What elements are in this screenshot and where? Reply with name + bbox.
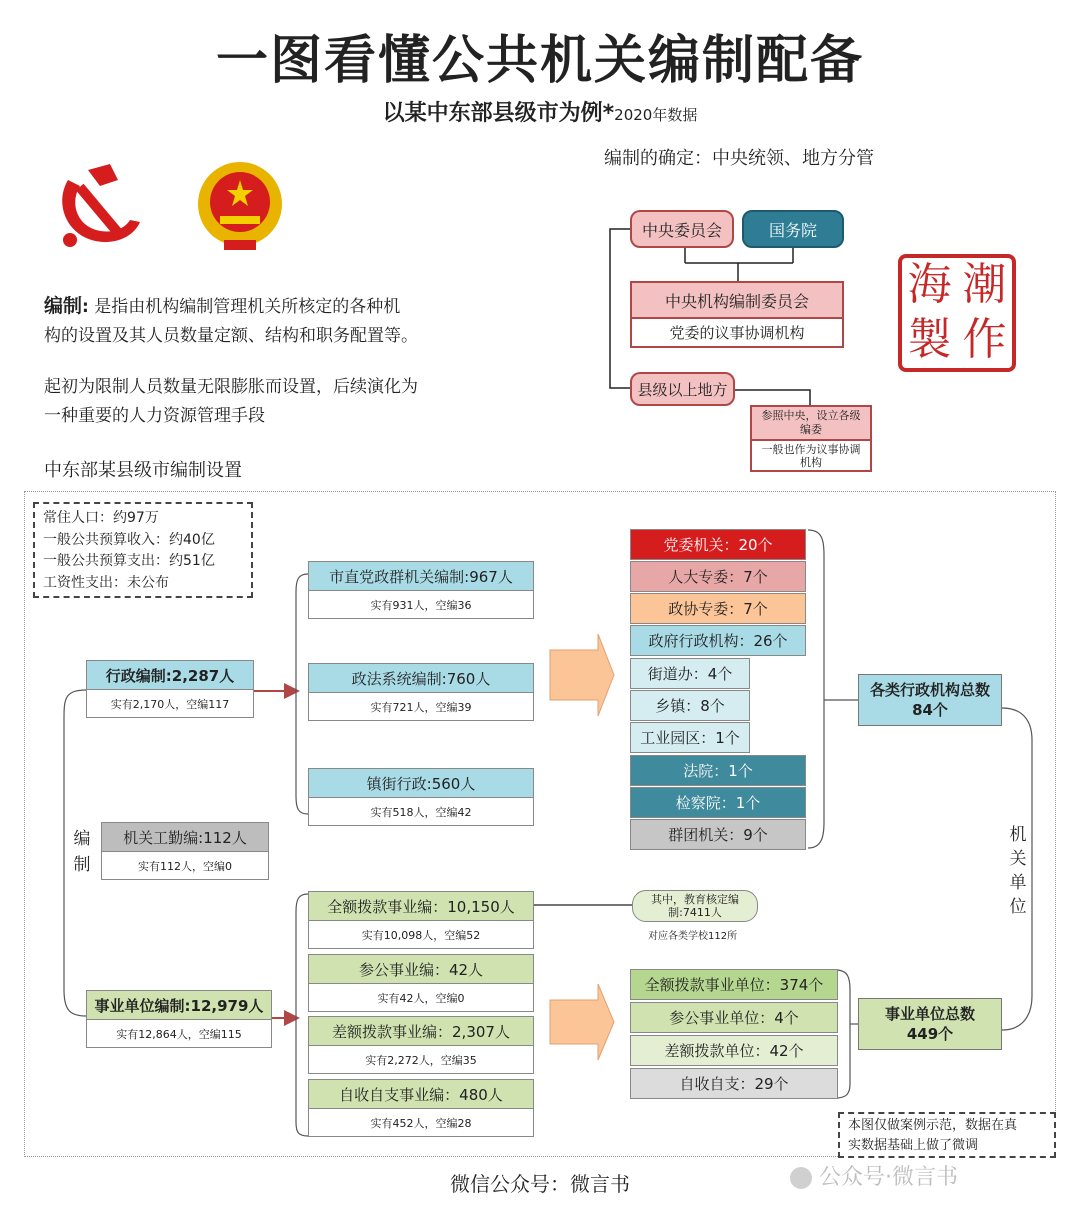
institution-org-item: 全额拨款事业单位：374个 (630, 969, 838, 1000)
education-note (632, 890, 758, 922)
institution-sub-item (308, 954, 534, 1012)
institution-quota-group (86, 990, 272, 1048)
disclaimer-box (838, 1112, 1056, 1158)
watermark-icon (790, 1167, 812, 1189)
institution-quota-detail: 实有12,864人，空编115 (86, 1020, 272, 1048)
institution-sub-item (308, 1079, 534, 1137)
definition-term: 编制 (44, 295, 83, 317)
seal-char: 海 (907, 259, 952, 310)
page-title: 一图看懂公共机关编制配备 (215, 31, 864, 91)
definition-text-2: 构的设置及其人员数量定额、结构和职务配置等。 (44, 326, 418, 346)
admin-sub-label: 政法系统编制:760人 (308, 663, 534, 693)
admin-org-item: 群团机关：9个 (630, 819, 806, 850)
definition-text-1: 是指由机构编制管理机关所核定的各种机 (94, 297, 401, 317)
worker-quota-group (101, 822, 269, 880)
subtitle-year: 2020年数据 (614, 106, 698, 124)
institution-sub-detail: 实有2,272人，空编35 (308, 1046, 534, 1074)
page-subtitle (0, 96, 1080, 127)
party-emblem-icon (48, 160, 148, 250)
institution-sub-item (308, 1016, 534, 1074)
institution-total-title: 事业单位总数 (884, 1005, 975, 1023)
admin-sub-label: 镇街行政:560人 (308, 768, 534, 798)
admin-sub-item (308, 768, 534, 826)
institution-org-item: 自收自支：29个 (630, 1068, 838, 1099)
worker-quota-label: 机关工勤编:112人 (101, 822, 269, 852)
definition-para2-2: 一种重要的人力资源管理手段 (44, 406, 265, 426)
seal-char: 潮 (962, 259, 1007, 310)
admin-quota-detail: 实有2,170人，空编117 (86, 690, 254, 718)
definition-para2-1: 起初为限制人员数量无限膨胀而设置，后续演化为 (44, 377, 418, 397)
subtitle-text: 以某中东部县级市为例* (382, 101, 615, 126)
definition-colon: : (82, 297, 89, 317)
institution-sub-label: 参公事业编：42人 (308, 954, 534, 984)
institution-sub-label: 差额拨款事业编：2,307人 (308, 1016, 534, 1046)
institution-quota-label: 事业单位编制:12,979人 (86, 990, 272, 1020)
admin-org-item: 乡镇：8个 (630, 690, 750, 721)
seal-stamp (898, 254, 1016, 372)
admin-sub-label: 市直党政群机关编制:967人 (308, 561, 534, 591)
vertical-label-units (1008, 823, 1028, 919)
vertical-char: 制 (73, 855, 91, 875)
admin-total-box (858, 674, 1002, 726)
admin-sub-item (308, 561, 534, 619)
vertical-char: 机 (1009, 825, 1027, 845)
stat-population: 常住人口：约97万 (43, 510, 159, 526)
institution-total-box (858, 998, 1002, 1050)
admin-org-item: 检察院：1个 (630, 787, 806, 818)
stats-box (33, 502, 253, 598)
definition-block (44, 292, 484, 431)
state-council-box: 国务院 (742, 210, 844, 248)
vertical-char: 编 (73, 829, 91, 849)
hierarchy-heading: 编制的确定：中央统领、地方分管 (604, 148, 874, 169)
institution-org-item: 参公事业单位：4个 (630, 1002, 838, 1033)
institution-org-item: 差额拨款单位：42个 (630, 1035, 838, 1066)
admin-total-title: 各类行政机构总数 (869, 681, 990, 699)
local-note-box-1: 参照中央，设立各级编委 (750, 405, 872, 441)
vertical-char: 关 (1009, 849, 1027, 869)
worker-quota-detail: 实有112人，空编0 (101, 852, 269, 880)
watermark (790, 1160, 958, 1191)
admin-org-item: 党委机关：20个 (630, 529, 806, 560)
seal-char: 製 (907, 314, 952, 365)
admin-sub-detail: 实有721人，空编39 (308, 693, 534, 721)
admin-sub-detail: 实有931人，空编36 (308, 591, 534, 619)
stat-expenditure: 一般公共预算支出：约51亿 (43, 553, 215, 569)
institution-sub-label: 自收自支事业编：480人 (308, 1079, 534, 1109)
admin-org-item: 人大专委：7个 (630, 561, 806, 592)
admin-sub-detail: 实有518人，空编42 (308, 798, 534, 826)
commission-box: 中央机构编制委员会 (630, 281, 844, 319)
education-note-under: 对应各类学校112所 (648, 931, 738, 942)
footer-text: 微信公众号：微言书 (450, 1172, 630, 1196)
seal-char: 作 (962, 314, 1007, 365)
vertical-char: 单 (1009, 873, 1027, 893)
education-note-line1: 其中，教育核定编 (651, 893, 739, 906)
admin-sub-item (308, 663, 534, 721)
local-note-box-2: 一般也作为议事协调机构 (750, 441, 872, 472)
admin-quota-label: 行政编制:2,287人 (86, 660, 254, 690)
institution-sub-label: 全额拨款事业编：10,150人 (308, 891, 534, 921)
stat-salary: 工资性支出：未公布 (43, 574, 169, 591)
admin-total-value: 84个 (912, 701, 948, 719)
institution-sub-detail: 实有452人，空编28 (308, 1109, 534, 1137)
national-emblem-icon (194, 158, 286, 254)
admin-org-item: 政协专委：7个 (630, 593, 806, 624)
education-note-line2: 制:7411人 (668, 906, 722, 919)
local-box: 县级以上地方 (630, 372, 735, 406)
disclaimer-line2: 实数据基础上做了微调 (848, 1138, 979, 1153)
admin-org-item: 工业园区：1个 (630, 722, 750, 753)
vertical-char: 位 (1009, 897, 1027, 917)
vertical-label-quota (72, 826, 92, 878)
admin-org-item: 法院：1个 (630, 755, 806, 786)
admin-quota-group (86, 660, 254, 718)
disclaimer-line1: 本图仅做案例示范，数据在真 (848, 1118, 1018, 1133)
admin-org-item: 政府行政机构：26个 (630, 625, 806, 656)
definition-line1 (44, 292, 484, 322)
section-title: 中东部某县级市编制设置 (44, 460, 242, 481)
institution-sub-detail: 实有42人，空编0 (308, 984, 534, 1012)
central-committee-box: 中央委员会 (630, 210, 734, 248)
institution-total-value: 449个 (906, 1025, 954, 1043)
institution-sub-item (308, 891, 534, 949)
institution-sub-detail: 实有10,098人，空编52 (308, 921, 534, 949)
commission-note-box: 党委的议事协调机构 (630, 319, 844, 348)
admin-org-item: 街道办：4个 (630, 658, 750, 689)
stat-revenue: 一般公共预算收入：约40亿 (43, 531, 215, 548)
watermark-text: 公众号·微言书 (819, 1165, 958, 1190)
